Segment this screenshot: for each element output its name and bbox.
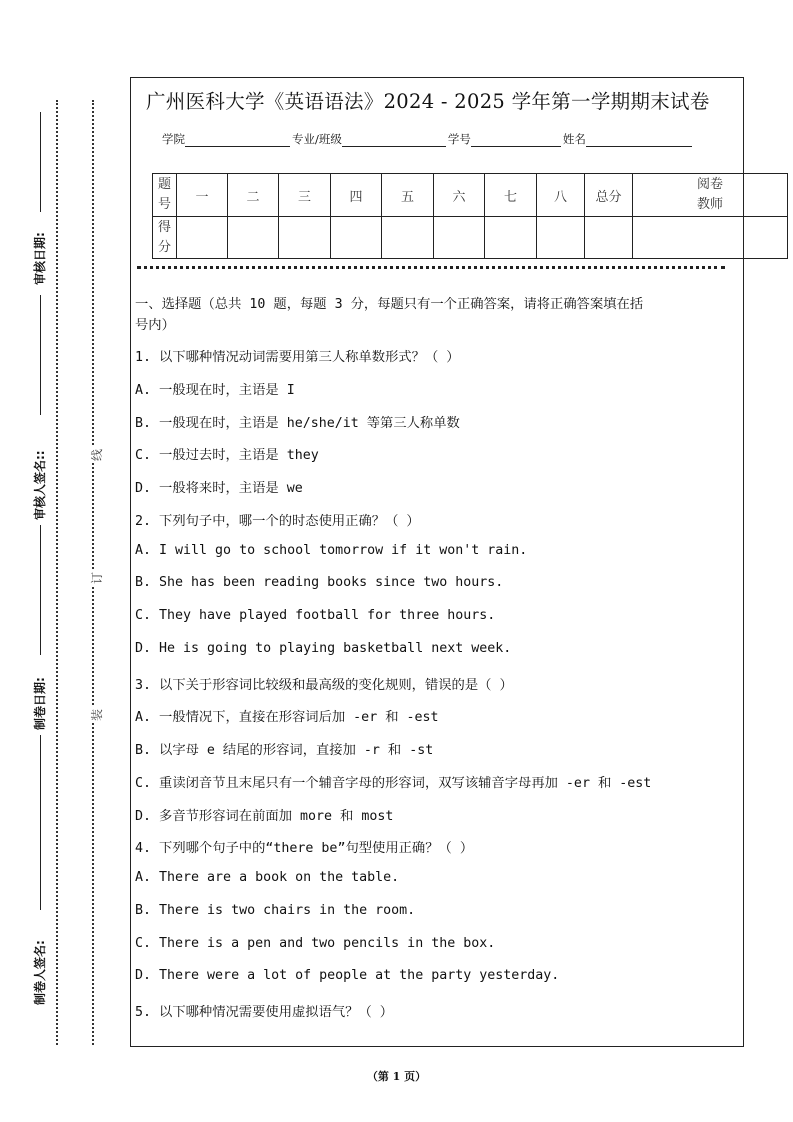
score-cell[interactable] (537, 217, 585, 259)
binding-mark-xian: 线 (90, 448, 104, 461)
maker-signature-label: 制卷人签名: (33, 940, 47, 1005)
reviewer-signature-field[interactable] (28, 295, 41, 415)
score-cell[interactable] (485, 217, 537, 259)
col-6: 六 (434, 174, 485, 217)
make-date-label: 制卷日期: (33, 677, 47, 730)
answer-option: A. I will go to school tomorrow if it won't rain. (135, 542, 528, 558)
major-class-field[interactable] (342, 132, 446, 147)
binding-mark-zhuang: 装 (90, 708, 104, 721)
answer-option: D. He is going to playing basketball next week. (135, 640, 512, 656)
row-label-question: 题 号 (153, 174, 177, 217)
score-cell[interactable] (382, 217, 434, 259)
question-stem: 4. 下列哪个句子中的“there be”句型使用正确？（ ） (135, 841, 474, 857)
answer-option: C. There is a pen and two pencils in the box. (135, 935, 496, 951)
col-7: 七 (485, 174, 537, 217)
col-grader: 阅卷 教师 (633, 174, 788, 217)
page-number: （第 1 页） (366, 1070, 427, 1083)
make-date-field[interactable] (28, 525, 41, 655)
col-3: 三 (279, 174, 331, 217)
student-id-label: 学号 (447, 132, 471, 146)
outer-cut-line (56, 100, 58, 1045)
answer-option: D. 多音节形容词在前面加 more 和 most (135, 808, 394, 824)
score-cell[interactable] (585, 217, 633, 259)
score-cell[interactable] (279, 217, 331, 259)
question-stem: 1. 以下哪种情况动词需要用第三人称单数形式？（ ） (135, 350, 460, 365)
col-total: 总分 (585, 174, 633, 217)
section-heading-cont: 号内） (135, 318, 175, 333)
binding-mark-ding: 订 (90, 571, 104, 584)
score-cell[interactable] (177, 217, 228, 259)
score-cell[interactable] (633, 217, 788, 259)
answer-option: D. 一般将来时，主语是 we (135, 481, 303, 496)
score-row (153, 217, 788, 259)
question-stem: 3. 以下关于形容词比较级和最高级的变化规则，错误的是（ ） (135, 677, 513, 693)
score-cell[interactable] (228, 217, 279, 259)
name-label: 姓名 (562, 132, 586, 146)
col-8: 八 (537, 174, 585, 217)
question-number-row (153, 174, 788, 217)
college-field[interactable] (185, 132, 290, 147)
col-4: 四 (331, 174, 382, 217)
name-field[interactable] (586, 132, 692, 147)
answer-option: A. There are a book on the table. (135, 870, 400, 885)
col-2: 二 (228, 174, 279, 217)
col-1: 一 (177, 174, 228, 217)
answer-option: A. 一般现在时，主语是 I (135, 382, 295, 398)
answer-option: C. 重读闭音节且末尾只有一个辅音字母的形容词，双写该辅音字母再加 -er 和 -est (135, 775, 652, 791)
binding-marks (85, 90, 109, 1050)
review-date-field[interactable] (28, 112, 41, 212)
college-label: 学院 (162, 132, 185, 146)
student-id-field[interactable] (471, 132, 561, 147)
answer-option: B. There is two chairs in the room. (135, 902, 416, 918)
reviewer-signature-label: 审核人签名:: (33, 450, 47, 520)
answer-option: B. 以字母 e 结尾的形容词，直接加 -r 和 -st (135, 743, 434, 758)
score-table (152, 173, 788, 259)
col-5: 五 (382, 174, 434, 217)
answer-option: C. They have played football for three hours. (135, 608, 496, 623)
score-cell[interactable] (434, 217, 485, 259)
student-info-row (162, 131, 694, 147)
row-label-score: 得 分 (153, 217, 177, 259)
question-stem: 2. 下列句子中，哪一个的时态使用正确？（ ） (135, 513, 420, 529)
answer-option: D. There were a lot of people at the party yesterday. (135, 968, 560, 984)
answer-option: C. 一般过去时，主语是 they (135, 448, 319, 464)
review-date-label: 审核日期: (33, 232, 47, 285)
section-heading: 一、选择题（总共 10 题，每题 3 分，每题只有一个正确答案，请将正确答案填在括 (135, 297, 644, 312)
answer-option: B. She has been reading books since two hours. (135, 575, 504, 591)
score-cell[interactable] (331, 217, 382, 259)
signature-strip (28, 90, 52, 1050)
major-class-label: 专业/班级 (292, 132, 342, 146)
answer-option: A. 一般情况下，直接在形容词后加 -er 和 -est (135, 710, 439, 726)
maker-signature-field[interactable] (28, 735, 41, 910)
exam-title: 广州医科大学《英语语法》2024 - 2025 学年第一学期期末试卷 (146, 90, 710, 113)
answer-option: B. 一般现在时，主语是 he/she/it 等第三人称单数 (135, 415, 460, 431)
question-stem: 5. 以下哪种情况需要使用虚拟语气？（ ） (135, 1005, 394, 1020)
section-divider (137, 266, 725, 269)
